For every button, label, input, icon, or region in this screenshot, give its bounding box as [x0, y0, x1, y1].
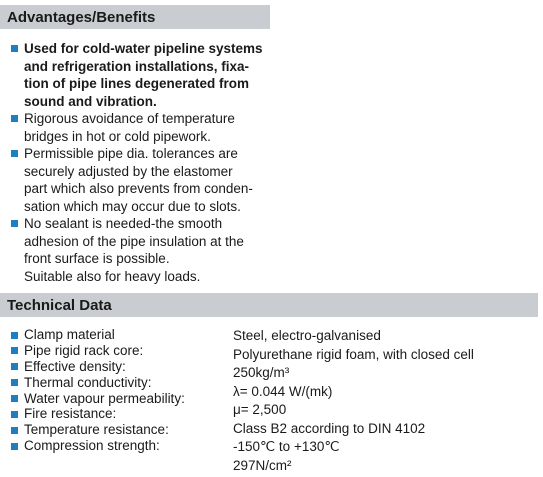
- advantage-line: Suitable also for heavy loads.: [24, 268, 201, 284]
- square-bullet-icon: [11, 115, 18, 122]
- tech-label-vapour-permeability: Water vapour permeability:: [10, 391, 230, 407]
- advantage-line: bridges in hot or cold pipework.: [24, 128, 211, 144]
- advantage-line: front surface is possible.: [24, 251, 170, 266]
- square-bullet-icon: [11, 220, 18, 227]
- square-bullet-icon: [11, 150, 18, 157]
- advantage-line: adhesion of the pipe insulation at the: [24, 233, 244, 249]
- square-bullet-icon: [11, 427, 18, 434]
- square-bullet-icon: [11, 379, 18, 386]
- advantage-line: Permissible pipe dia. tolerances are: [24, 146, 238, 161]
- square-bullet-icon: [11, 443, 18, 450]
- advantage-line: sation which may occur due to slots.: [24, 198, 241, 214]
- tech-value-compression-strength: 297N/cm²: [233, 457, 292, 473]
- square-bullet-icon: [11, 395, 18, 402]
- advantage-item-3: [10, 145, 272, 215]
- tech-value-temperature-resistance: -150℃ to +130℃: [233, 439, 340, 454]
- tech-value-density: 250kg/m³: [233, 365, 290, 380]
- advantage-line: and refrigeration installations, fixa-: [24, 58, 250, 74]
- advantage-item-2: [10, 110, 272, 145]
- advantage-item-4: [10, 215, 272, 285]
- tech-value-clamp-material: Steel, electro-galvanised: [233, 328, 381, 343]
- square-bullet-icon: [11, 363, 18, 370]
- tech-value-vapour-permeability: μ= 2,500: [233, 402, 287, 417]
- advantage-line: Used for cold-water pipeline systems: [24, 41, 263, 56]
- advantages-header: [0, 5, 270, 29]
- square-bullet-icon: [11, 332, 18, 339]
- advantage-line: Rigorous avoidance of temperature: [24, 111, 235, 126]
- advantages-list: [10, 40, 272, 285]
- technical-data-title: Technical Data: [7, 296, 112, 314]
- square-bullet-icon: [11, 45, 18, 52]
- advantage-line: sound and vibration.: [24, 93, 157, 109]
- advantage-item-1: [10, 40, 272, 110]
- tech-label-clamp-material: Clamp material: [10, 327, 230, 343]
- square-bullet-icon: [11, 411, 18, 418]
- advantage-line: part which also prevents from conden-: [24, 181, 253, 196]
- tech-value-thermal-conductivity: λ= 0.044 W/(mk): [233, 383, 333, 399]
- tech-value-fire-resistance: Class B2 according to DIN 4102: [233, 420, 426, 436]
- square-bullet-icon: [11, 347, 18, 354]
- tech-label-pipe-core: Pipe rigid rack core:: [10, 343, 230, 359]
- tech-label-thermal-conductivity: Thermal conductivity:: [10, 375, 230, 391]
- tech-label-density: Effective density:: [10, 359, 230, 375]
- advantage-line: No sealant is needed-the smooth: [24, 216, 223, 231]
- tech-label-compression-strength: Compression strength:: [10, 438, 230, 454]
- technical-values-column: [233, 327, 533, 475]
- technical-data-header: [0, 293, 538, 317]
- advantage-line: securely adjusted by the elastomer: [24, 163, 233, 179]
- tech-label-temperature-resistance: Temperature resistance:: [10, 422, 230, 438]
- advantage-line: tion of pipe lines degenerated from: [24, 76, 250, 91]
- technical-labels-column: [10, 327, 230, 454]
- advantages-title: Advantages/Benefits: [7, 8, 156, 26]
- tech-label-fire-resistance: Fire resistance:: [10, 406, 230, 422]
- tech-value-pipe-core: Polyurethane rigid foam, with closed cell: [233, 346, 474, 362]
